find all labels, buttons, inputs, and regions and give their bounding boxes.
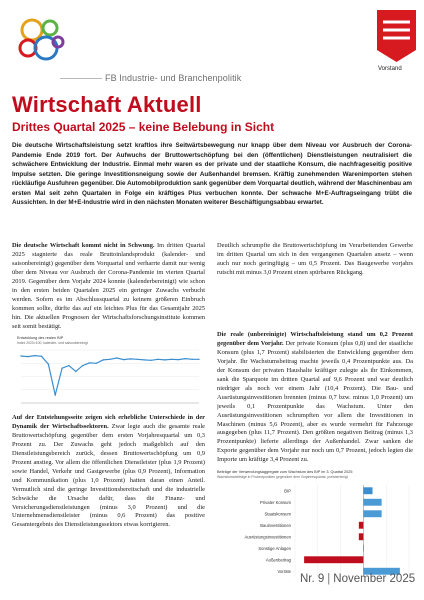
issue-footer: Nr. 9 | November 2025: [300, 573, 416, 585]
contribution-bar: [363, 487, 372, 494]
gdp-point: [34, 355, 35, 356]
gdp-point: [144, 359, 145, 360]
contribution-bar: [359, 533, 364, 540]
department-name: FB Industrie- und Branchenpolitik: [105, 73, 242, 83]
gdp-point: [116, 357, 117, 358]
bar-category-label: Sonstige Anlagen: [258, 545, 291, 551]
gdp-point: [41, 356, 42, 357]
left-column-intro: [12, 242, 205, 332]
contribution-bar: [363, 510, 381, 517]
page-title: Wirtschaft Aktuell: [12, 92, 202, 117]
demand-bold-sentence: Die reale (unbereinigte) Wirtschaftsleistung stand um 0,2 Prozent gegenüber dem Vorjahr.: [217, 331, 413, 347]
gdp-point: [96, 363, 97, 364]
right-column-industry: [217, 242, 413, 322]
gdp-point: [89, 362, 90, 363]
bar-category-label: BIP: [284, 488, 291, 494]
chart1-title: Entwicklung des realen BIP: [17, 336, 64, 340]
issue-date: November 2025: [333, 573, 416, 585]
gdp-point: [48, 364, 49, 365]
gdp-point: [198, 359, 199, 360]
bar-category-label: Vorräte: [277, 568, 291, 574]
gears-logo-icon: [10, 8, 70, 68]
gdp-point: [157, 359, 158, 360]
bar-category-label: Staatskonsum: [264, 511, 291, 517]
industry-text: Deutlich schrumpfte die Bruttowertschöpfung im Verarbeitenden Gewerbe im dritten Quartal um sich in den vergangenen Quartalen ansetz – wenn auch nur noch geringfügig – um 0,5 Prozent. Das Baugewerbe vorjahrs rutscht mit minus 3,0 Prozent einen spürbaren Rückgang.: [217, 242, 413, 276]
gdp-point: [68, 365, 69, 366]
chart1-subtitle: Index 2020=100, kalender- und saisonbereinigt: [17, 341, 88, 345]
gdp-point: [109, 359, 110, 360]
gdp-point: [75, 371, 76, 372]
issue-number: Nr. 9: [300, 573, 325, 585]
gdp-point: [130, 358, 131, 359]
page-subtitle: Drittes Quartal 2025 – keine Belebung in Sicht: [12, 120, 275, 134]
bar-category-label: Privater Konsum: [260, 499, 291, 505]
gdp-point: [164, 359, 165, 360]
gdp-point: [61, 368, 62, 369]
gdp-point: [137, 359, 138, 360]
gdp-series-line: [21, 356, 199, 395]
contributions-bar-plot: [217, 481, 413, 580]
right-column-demand: [217, 331, 413, 468]
contribution-bar: [359, 522, 364, 529]
intro-text: Im dritten Quartal 2025 stagnierte das reale Bruttoinlandsprodukt (kalender- und saisonbereinigt) gegenüber dem Vorquartal und verharrte damit nur wenig über dem Niveau vor Ausbruch der Corona-Pandemie im vierten Quartal 2019. Gegenüber dem Vorjahr 2024 konnte (kalenderbereinigt) wie schon in den ersten beiden Quartalen 2025 ein geringer Zuwachs verbucht werden. Sofern es im Abschlussquartal zu keinem größeren Einbruch kommen sollte, dürfte das auf ein leichtes Plus für das Gesamtjahr 2025 hin. Die aktuellen Prognosen der Wirtschaftsforschungsinstitute kommen seit somit bestätigt.: [12, 242, 205, 330]
brand-label: Vorstand: [378, 66, 402, 72]
contribution-bar: [363, 499, 381, 506]
gdp-point: [102, 359, 103, 360]
gdp-point: [185, 358, 186, 359]
gdp-point: [123, 359, 124, 360]
contributions-bar-chart: [217, 470, 413, 580]
gdp-point: [20, 355, 21, 356]
sectors-text: Zwar legte auch die gesamte reale Bruttowertschöpfung gegenüber dem ersten Vorjahresquartal um 0,3 Prozent zu. Der Zuwachs geht jedoch maßgeblich auf den Dienstleistungsbereich zurück, dessen Bruttowertschöpfung um 0,9 Prozent anstieg. Vor allem die öffentlichen Dienstleister (plus 1,9 Prozent) sowie Handel, Verkehr und Gastgewerbe (plus 0,9 Prozent), Information und Kommunikation (plus 1,0 Prozent) hatten daran einen Anteil. Vermutlich sind die geringe Investitionsbereitschaft und die industrielle Schwäche die Ursache dafür, dass die Finanz- und Versicherungsdienstleistungen (minus 3,0 Prozent) und die Unternehmensdienstleister (minus 0,6 Prozent) das positive Gesamtergebnis des Dienstleistungssektors etwas korrigieren.: [12, 422, 205, 529]
contribution-bar: [363, 545, 364, 552]
bar-category-label: Außenbeitrag: [265, 557, 291, 563]
gdp-point: [82, 365, 83, 366]
ig-metall-logo-icon: [369, 0, 424, 76]
gdp-line-plot: [17, 347, 203, 407]
chart2-subtitle: Wachstumsbeiträge in Prozentpunkten gegenüber dem Vorjahresquartal, preisbereinigt: [217, 475, 348, 479]
gdp-point: [178, 359, 179, 360]
gdp-point: [27, 356, 28, 357]
intro-bold-sentence: Die deutsche Wirtschaft kommt nicht in Schwung.: [12, 242, 155, 249]
bar-category-label: Bauinvestitionen: [260, 522, 291, 528]
lead-paragraph: Die deutsche Wirtschaftsleistung setzt kraftlos ihre Seitwärtsbewegung nur knapp über dem Niveau vor Ausbruch der Corona-Pandemie Ende 2019 fort. Der Aufwuchs der Bruttowertschöpfung bei den (öffentlichen) Dienstleistungen neutralisiert die schwächere Entwicklung der Industrie. Einmal mehr waren es der private und der staatliche Konsum, die nachfrageseitig positive Impulse setzten. Die geringe Investitionsneigung sowie der Außenhandel bremsen. Kräftig zunehmenden Warenimporten stehen rückläufige Ausfuhren gegenüber. Die Automobilproduktion sank gegenüber dem Vorquartal deutlich, während der Maschinenbau am ersten Mal seit zehn Quartalen in Folge ein kräftiges Plus verbuchen konnte. Der schwache M+E-Auftragseingang trübt die Aussichten. In der M+E-Industrie wird in den nächsten Monaten weiterer Beschäftigungsabbau erwartet.: [12, 142, 412, 206]
gdp-point: [171, 359, 172, 360]
bar-category-label: Ausrüstungsinvestitionen: [244, 534, 291, 540]
gdp-point: [150, 360, 151, 361]
gdp-point: [55, 394, 56, 395]
gdp-point: [191, 359, 192, 360]
demand-text: Der private Konsum (plus 0,8) und der staatliche Konsum (plus 1,7 Prozent) stabilisierten die Entwicklung gegenüber dem Vorjahr. Ihr Wachstumsbeitrag machte jeweils 0,4 Prozentpunkte aus. Da der Konsum der privaten Haushalte kräftiger zulegte als ihr Einkommen, sank die Sparquote im dritten Quartal auf 9,6 Prozent und war deutlich niedriger als noch vor einem Jahr (10,4 Prozent). Die Bau- und Ausrüstungsinvestitionen brennten (minus 0,7 bzw. minus 1,0 Prozent) um jeweils 0,1 Prozentpunkte das Wachstum. Unter den Ausrüstungsinvestitionen schrumpften vor allem die Investitionen in Maschinen (minus 5,6 Prozent), aber es wurde vermehrt für Fahrzeuge ausgegeben (plus 11,7 Prozent). Den größten negativen Beitrag (minus 1,3 Prozentpunkte) lieferte allerdings der Außenhandel. Zwar sanken die Exporte gegenüber dem Vorjahr nur noch um 0,7 Prozent, jedoch legten die Importe um kräftige 3,4 Prozent zu.: [217, 339, 413, 464]
chart2-title: Beiträge der Verwendungsaggregate zum Wachstum des BIP im 3. Quartal 2025: [217, 470, 353, 474]
department-caption: [60, 73, 241, 83]
contribution-bar: [304, 556, 363, 563]
gdp-line-chart: [17, 336, 203, 408]
left-column-sectors: [12, 414, 205, 594]
sectors-bold-sentence: Auf der Entstehungsseite zeigen sich erhebliche Unterschiede in der Dynamik der Wirtschaftssektoren.: [12, 414, 205, 430]
